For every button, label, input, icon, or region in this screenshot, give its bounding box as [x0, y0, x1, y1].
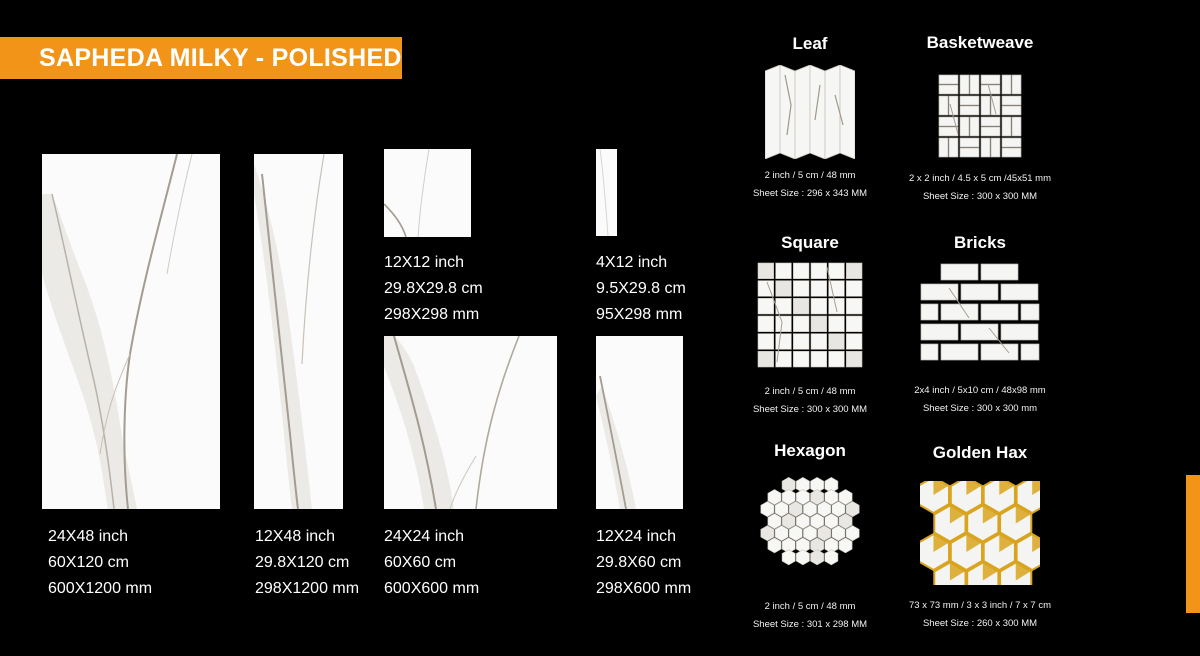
spec-inch: 24X24 inch — [384, 528, 465, 545]
mosaic-sheet-size: Sheet Size : 296 x 343 MM — [752, 188, 868, 199]
square-mosaic-icon — [757, 262, 863, 368]
tile-24x48-specs — [48, 524, 152, 602]
tile-12x12-image — [384, 149, 471, 237]
product-title: SAPHEDA MILKY - POLISHED — [39, 43, 402, 72]
golden-hex-mosaic-icon — [920, 481, 1040, 585]
mosaic-sheet-size: Sheet Size : 301 x 298 MM — [752, 619, 868, 630]
spec-inch: 12X12 inch — [384, 254, 465, 271]
basketweave-mosaic-icon — [938, 74, 1022, 158]
tile-12x24-specs — [596, 524, 691, 602]
mosaic-title: Bricks — [954, 233, 1006, 252]
mosaic-dimensions: 2 inch / 5 cm / 48 mm — [764, 601, 856, 612]
spec-inch: 12X48 inch — [255, 528, 336, 545]
tile-12x24-image — [596, 336, 683, 509]
tile-12x48-image — [254, 154, 343, 509]
leaf-mosaic-icon — [765, 65, 855, 159]
spec-cm: 29.8X29.8 cm — [384, 280, 483, 297]
tile-12x48-specs — [255, 524, 359, 602]
mosaic-dimensions: 73 x 73 mm / 3 x 3 inch / 7 x 7 cm — [908, 600, 1052, 611]
spec-cm: 9.5X29.8 cm — [596, 280, 686, 297]
mosaic-basketweave — [895, 33, 1065, 206]
spec-mm: 600X1200 mm — [48, 580, 153, 597]
tile-24x48-image — [42, 154, 220, 509]
mosaic-leaf — [730, 34, 890, 203]
spec-cm: 29.8X120 cm — [255, 554, 350, 571]
product-title-banner — [0, 37, 402, 79]
tile-4x12-specs — [596, 250, 686, 328]
mosaic-sheet-size: Sheet Size : 300 x 300 MM — [922, 191, 1038, 202]
spec-inch: 24X48 inch — [48, 528, 129, 545]
hexagon-mosaic-icon — [752, 476, 868, 580]
side-accent-tab — [1186, 475, 1200, 613]
mosaic-title: Leaf — [792, 34, 828, 53]
tile-12x12-specs — [384, 250, 483, 328]
spec-mm: 95X298 mm — [596, 306, 683, 323]
mosaic-dimensions: 2 inch / 5 cm / 48 mm — [764, 386, 856, 397]
tile-24x24-image — [384, 336, 557, 509]
mosaic-square — [730, 233, 890, 419]
mosaic-sheet-size: Sheet Size : 300 x 300 mm — [922, 403, 1038, 414]
mosaic-title: Square — [781, 233, 839, 252]
spec-cm: 60X120 cm — [48, 554, 129, 571]
mosaic-title: Basketweave — [926, 33, 1034, 52]
spec-mm: 298X298 mm — [384, 306, 480, 323]
bricks-mosaic-icon — [919, 263, 1041, 368]
tile-4x12-image — [596, 149, 617, 236]
mosaic-sheet-size: Sheet Size : 260 x 300 MM — [922, 618, 1038, 629]
spec-mm: 298X600 mm — [596, 580, 692, 597]
spec-cm: 60X60 cm — [384, 554, 457, 571]
mosaic-golden-hax — [895, 443, 1065, 633]
spec-mm: 600X600 mm — [384, 580, 480, 597]
mosaic-hexagon — [730, 441, 890, 634]
mosaic-bricks — [895, 233, 1065, 418]
mosaic-dimensions: 2 x 2 inch / 4.5 x 5 cm /45x51 mm — [908, 173, 1052, 184]
mosaic-sheet-size: Sheet Size : 300 x 300 MM — [752, 404, 868, 415]
mosaic-dimensions: 2 inch / 5 cm / 48 mm — [764, 170, 856, 181]
spec-cm: 29.8X60 cm — [596, 554, 682, 571]
spec-mm: 298X1200 mm — [255, 580, 360, 597]
mosaic-dimensions: 2x4 inch / 5x10 cm / 48x98 mm — [914, 385, 1046, 396]
mosaic-title: Golden Hax — [932, 443, 1028, 462]
mosaic-title: Hexagon — [774, 441, 846, 460]
tile-24x24-specs — [384, 524, 479, 602]
spec-inch: 4X12 inch — [596, 254, 668, 271]
spec-inch: 12X24 inch — [596, 528, 677, 545]
